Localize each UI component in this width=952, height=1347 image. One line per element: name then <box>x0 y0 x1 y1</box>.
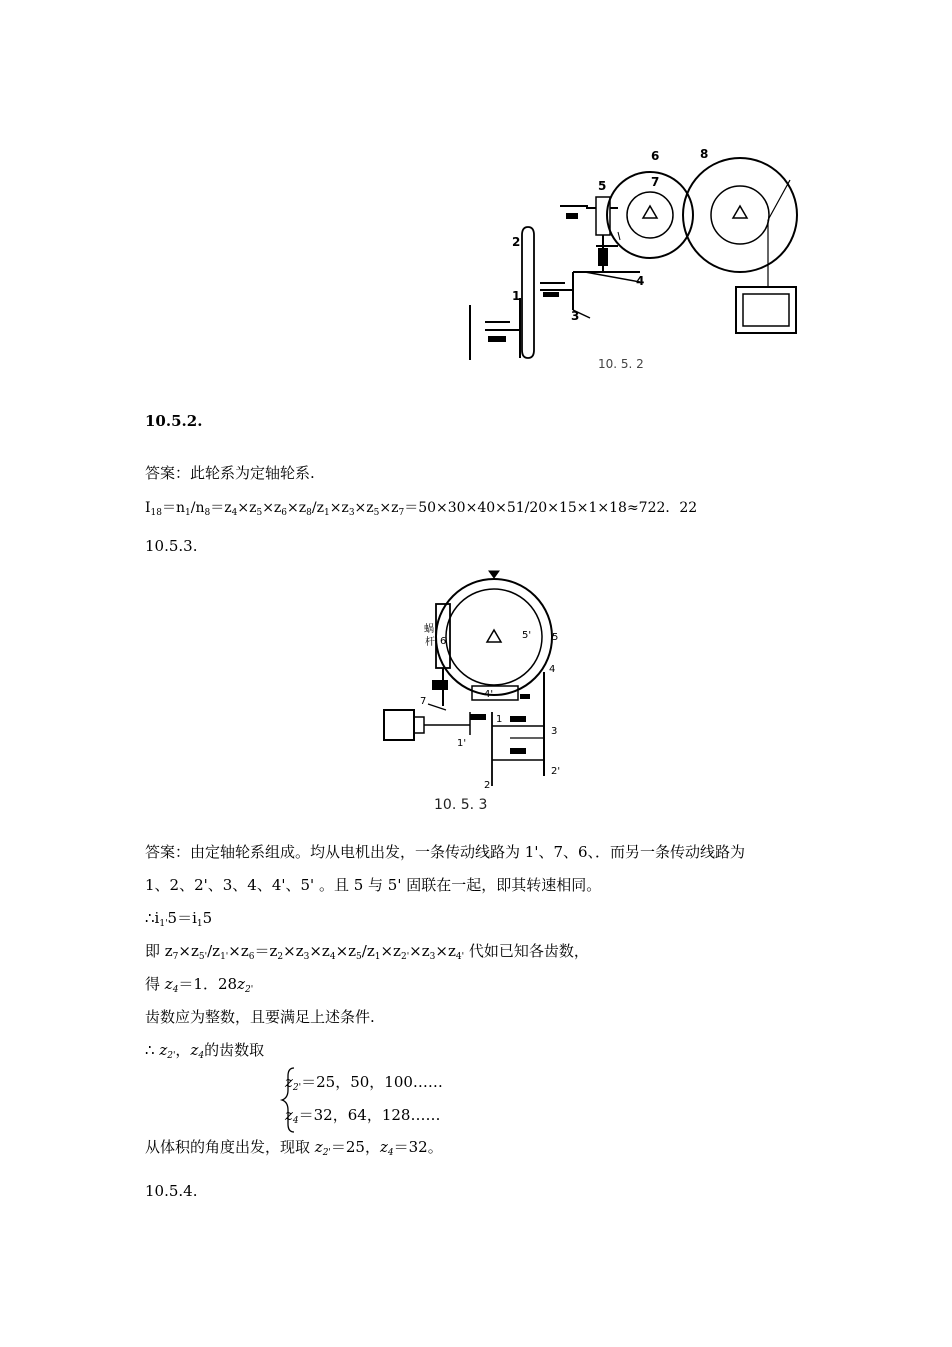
fig2-label-6: 6 <box>440 636 447 647</box>
answer-10-5-2: 答案：此轮系为定轴轮系. <box>145 464 315 482</box>
fig2-label-5p: 5' <box>522 630 532 641</box>
fig1-label-2: 2 <box>512 235 521 249</box>
fig2-label-3: 3 <box>551 726 558 737</box>
case-line-2: $z_4=32$，64，128…… <box>285 1106 441 1126</box>
answer-line-8: 从体积的角度出发，现取 $z_{2'}=25$，$z_4=32$。 <box>145 1138 443 1158</box>
fig1-label-7: 7 <box>651 175 660 189</box>
heading-10-5-2: 10.5.2. <box>145 412 203 430</box>
answer-line-4: 即 $z_7\times z_{5'}/z_{1'}\times z_6=z_2\times z_3\times z_4\times z_5/z_1\times z_{2'}\times z_3\times z_{4'}$ 代如已知各齿数， <box>145 942 589 962</box>
heading-10-5-3: 10.5.3. <box>145 537 198 555</box>
answer-line-6: 齿数应为整数，且要满足上述条件. <box>145 1008 375 1026</box>
fig2-label-7: 7 <box>420 696 427 707</box>
fig2-label-4: 4 <box>549 664 556 675</box>
fig2-caption: 10. 5. 3 <box>434 797 488 813</box>
formula-10-5-2: $I_{18}=n_1/n_8=z_4\times z_5\times z_6\times z_8/z_1\times z_3\times z_5\times z_7=50\times 30\times 40\times 51/20\times 15\times 1\times 18\approx 722$．22 <box>145 500 698 518</box>
answer-line-5: 得 $z_4=1$．$28z_{2'}$ <box>145 975 254 995</box>
answer-line-7: ∴ $z_{2'}$，$z_4$的齿数取 <box>145 1041 265 1061</box>
fig1-label-3: 3 <box>571 309 580 323</box>
fig1-caption: 10. 5. 2 <box>598 357 644 371</box>
fig2-label-1: 1 <box>496 714 503 725</box>
fig1-label-1: 1 <box>512 289 521 303</box>
fig1-label-6: 6 <box>651 149 660 163</box>
fig1-label-4: 4 <box>636 274 645 288</box>
fig2-label-1p: 1' <box>457 738 467 749</box>
case-line-1: $z_{2'}=25$，50，100…… <box>285 1073 443 1093</box>
answer-line-3: $\therefore i_{1'}5=i_15$ <box>145 909 213 929</box>
answer-line-2: 1、2、2'、3、4、4'、5' 。且 5 与 5' 固联在一起，即其转速相同。 <box>145 876 602 894</box>
fig2-label-worm: 蜗 <box>424 624 434 635</box>
fig2-label-2: 2 <box>484 780 491 791</box>
fig1-label-8: 8 <box>700 147 709 161</box>
answer-line-1: 答案：由定轴轮系组成。均从电机出发，一条传动线路为 1'、7、6、．而另一条传动线路为 <box>145 843 746 861</box>
heading-10-5-4: 10.5.4. <box>145 1182 198 1200</box>
svg-text:杆: 杆 <box>425 637 435 648</box>
fig2-label-5: 5 <box>552 632 559 643</box>
fig2-label-2p: 2' <box>551 766 561 777</box>
fig2-label-4p: 4' <box>484 689 494 700</box>
fig1-label-5: 5 <box>598 179 607 193</box>
